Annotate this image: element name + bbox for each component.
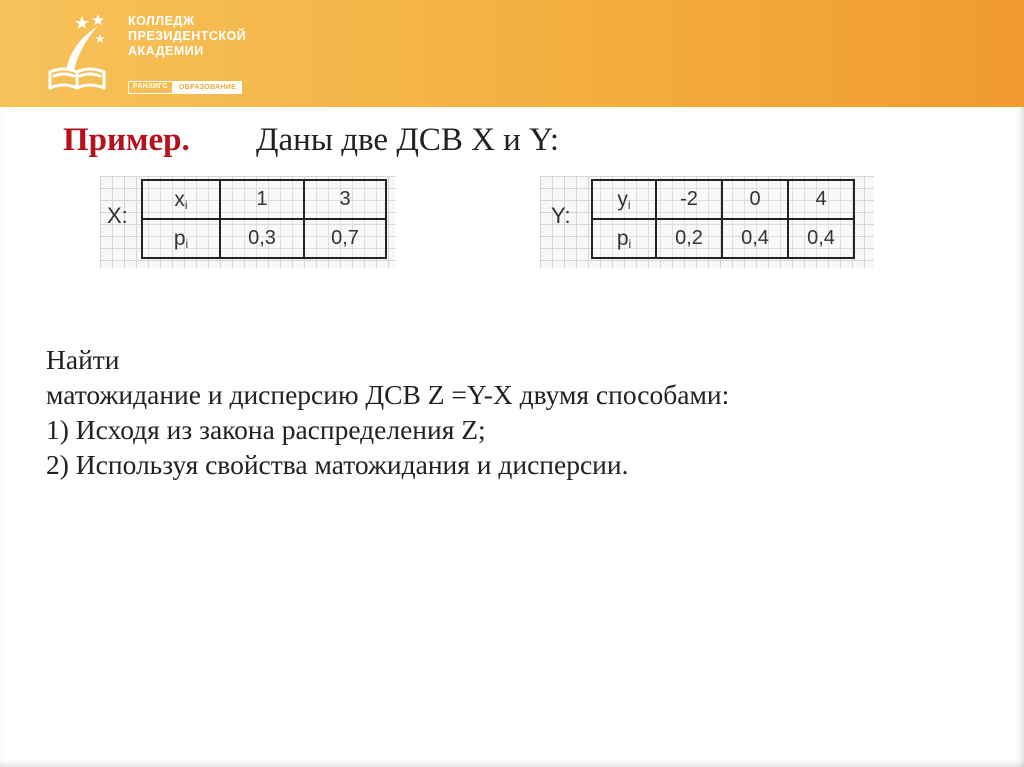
college-logo-icon [44,12,114,96]
table-x [141,179,387,259]
example-label: Пример. [63,122,190,158]
table-row [592,180,854,219]
table-x-head-values: $x_i$ [142,180,220,219]
table-y-head-values: $y_i$ [592,180,656,219]
brand-line-2: ПРЕЗИДЕНТСКОЙ [128,29,247,43]
brand-badge [128,81,242,94]
table-y-prob: 0,4 [788,219,854,258]
table-y-prob: 0,4 [722,219,788,258]
brand-name [128,14,246,59]
table-y [591,179,855,259]
brand-line-1: КОЛЛЕДЖ [128,14,195,28]
header-banner [0,0,1024,107]
example-statement: Даны две ДСВ X и Y: [256,122,560,158]
task-text [46,342,729,482]
table-y-head-probs: $p_i$ [592,219,656,258]
table-y-label: Y: [551,203,571,228]
table-y-value: 0 [722,180,788,219]
table-x-value: 1 [220,180,304,219]
brand-badge-right: ОБРАЗОВАНИЕ [173,81,242,94]
table-x-label: X: [107,203,128,228]
table-x-prob: 0,7 [304,219,386,258]
table-row [142,180,386,219]
table-y-prob: 0,2 [656,219,722,258]
table-x-head-probs: $p_i$ [142,219,220,258]
task-line-4: 2) Используя свойства матожидания и дисперсии. [46,449,629,480]
task-line-1: Найти [46,344,120,375]
task-line-3: 1) Исходя из закона распределения Z; [46,414,486,445]
table-row [592,219,854,258]
table-y-value: -2 [656,180,722,219]
brand-line-3: АКАДЕМИИ [128,44,204,58]
task-line-2: матожидание и дисперсию ДСВ Z =Y-X двумя способами: [46,379,730,410]
table-y-value: 4 [788,180,854,219]
table-row [142,219,386,258]
brand-badge-left: РАНХИГС [128,81,173,94]
table-x-prob: 0,3 [220,219,304,258]
table-x-value: 3 [304,180,386,219]
